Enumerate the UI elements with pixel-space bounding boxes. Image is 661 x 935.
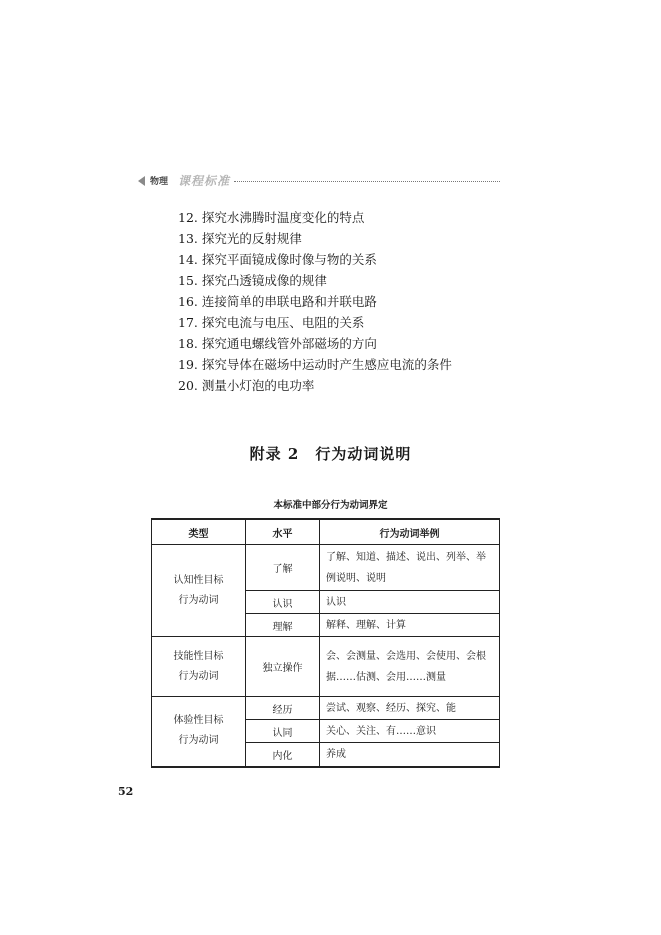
examples-cell: 养成 [320, 743, 500, 767]
appendix-title: 附录 2 行为动词说明 [249, 445, 412, 463]
examples-cell: 解释、理解、计算 [320, 614, 500, 637]
list-item: 18. 探究通电螺线管外部磁场的方向 [178, 336, 377, 351]
level-cell: 经历 [246, 697, 320, 720]
examples-cell: 关心、关注、有……意识 [320, 720, 500, 743]
category-cell [152, 697, 246, 767]
examples-cell: 了解、知道、描述、说出、列举、举例说明、说明 [320, 545, 500, 591]
category-label: 认知性目标 行为动词 [173, 574, 224, 606]
list-item: 15. 探究凸透镜成像的规律 [178, 273, 327, 288]
table-row [152, 637, 500, 697]
verb-definition-table [151, 518, 500, 768]
list-item: 16. 连接简单的串联电路和并联电路 [178, 294, 377, 309]
table-caption: 本标准中部分行为动词界定 [273, 500, 388, 511]
header-series-title: 课程标准 [178, 174, 231, 188]
level-cell: 理解 [246, 614, 320, 637]
column-header-level: 水平 [246, 519, 320, 545]
examples-cell: 尝试、观察、经历、探究、能 [320, 697, 500, 720]
list-item: 17. 探究电流与电压、电阻的关系 [178, 315, 365, 330]
list-item: 19. 探究导体在磁场中运动时产生感应电流的条件 [178, 357, 452, 372]
category-label: 体验性目标 行为动词 [173, 715, 224, 747]
table-header-row [152, 519, 500, 545]
table-row [152, 545, 500, 591]
level-cell: 了解 [246, 545, 320, 591]
level-cell: 独立操作 [246, 637, 320, 697]
category-cell [152, 545, 246, 637]
category-cell [152, 637, 246, 697]
list-item: 12. 探究水沸腾时温度变化的特点 [178, 210, 365, 225]
examples-cell: 认识 [320, 591, 500, 614]
list-item: 20. 测量小灯泡的电功率 [178, 378, 315, 393]
header-subject: 物理 [150, 177, 169, 187]
table-row [152, 697, 500, 720]
category-label: 技能性目标 行为动词 [173, 650, 224, 682]
page-number: 52 [118, 785, 134, 798]
column-header-examples: 行为动词举例 [320, 519, 500, 545]
list-item: 14. 探究平面镜成像时像与物的关系 [178, 252, 377, 267]
running-header [138, 173, 500, 189]
examples-cell: 会、会测量、会选用、会使用、会根据……估测、会用……测量 [320, 637, 500, 697]
level-cell: 认同 [246, 720, 320, 743]
level-cell: 认识 [246, 591, 320, 614]
experiment-list [178, 207, 452, 396]
level-cell: 内化 [246, 743, 320, 767]
column-header-type: 类型 [152, 519, 246, 545]
triangle-marker-icon [138, 176, 145, 186]
list-item: 13. 探究光的反射规律 [178, 231, 302, 246]
header-dotted-rule [234, 181, 500, 182]
